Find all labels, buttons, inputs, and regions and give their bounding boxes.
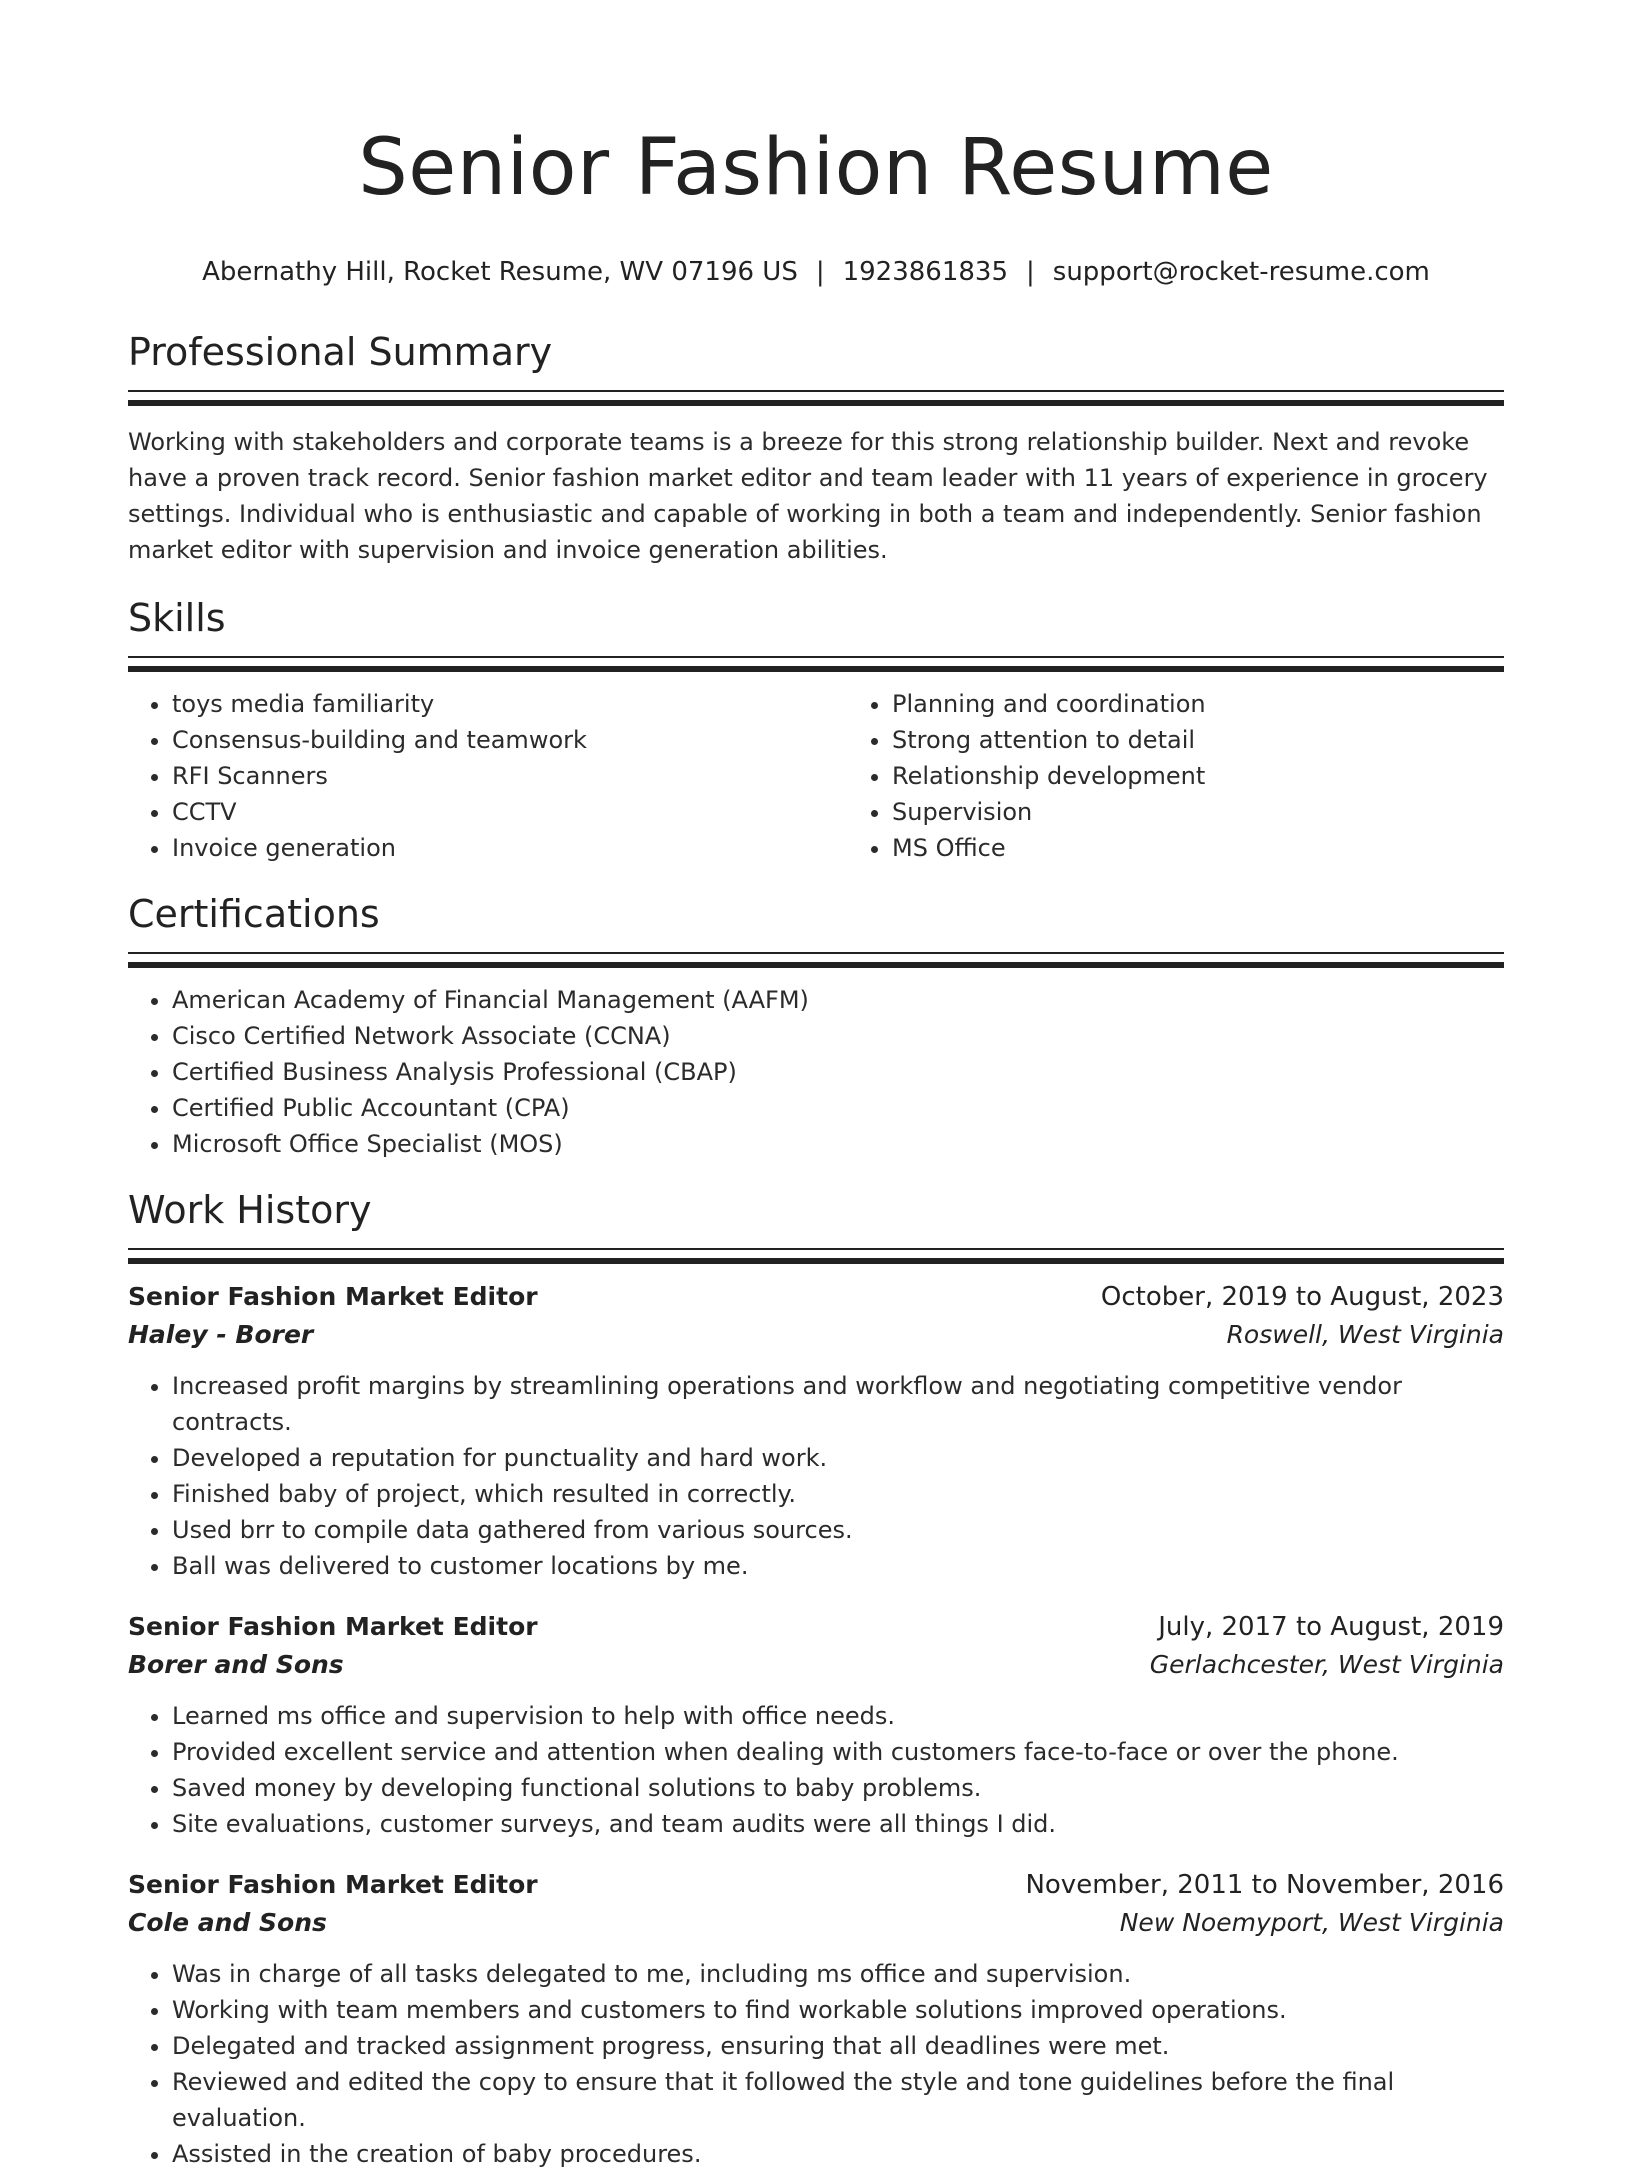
skill-item: • toys media familiarity bbox=[172, 686, 848, 722]
job-dates: November, 2011 to November, 2016 bbox=[1025, 1870, 1504, 1900]
certifications-list bbox=[128, 982, 1504, 1162]
contact-separator: | bbox=[1026, 257, 1035, 287]
job-bullet: • Assisted in the creation of baby procedures. bbox=[172, 2136, 1504, 2172]
job-subheader bbox=[128, 1316, 1504, 1354]
summary-text: Working with stakeholders and corporate teams is a breeze for this strong relationship builder. Next and revoke have a proven track record. Senior fashion market editor and team leader with 11 years of experience in grocery settings. Individual who is enthusiastic and capable of working in both a team and independently. Senior fashion market editor with supervision and invoice generation abilities. bbox=[128, 428, 1488, 564]
job-bullet: • Learned ms office and supervision to help with office needs. bbox=[172, 1698, 1504, 1734]
job-subheader bbox=[128, 1904, 1504, 1942]
resume-page bbox=[128, 0, 1504, 2172]
skill-item: • Strong attention to detail bbox=[892, 722, 1568, 758]
job-bullet: • Delegated and tracked assignment progress, ensuring that all deadlines were met. bbox=[172, 2028, 1504, 2064]
job-bullet: • Working with team members and customers to find workable solutions improved operations. bbox=[172, 1992, 1504, 2028]
job-bullet: • Site evaluations, customer surveys, and team audits were all things I did. bbox=[172, 1806, 1504, 1842]
job-subheader bbox=[128, 1646, 1504, 1684]
section-divider bbox=[128, 656, 1504, 672]
job-bullet: • Ball was delivered to customer locations by me. bbox=[172, 1548, 1504, 1584]
job-location: Gerlachcester, West Virginia bbox=[1149, 1650, 1504, 1679]
section-divider bbox=[128, 952, 1504, 968]
job-entry bbox=[128, 1608, 1504, 1842]
job-bullets bbox=[128, 1956, 1504, 2172]
skill-item: • Planning and coordination bbox=[892, 686, 1568, 722]
job-company: Haley - Borer bbox=[128, 1320, 314, 1349]
certification-item: • American Academy of Financial Management (AAFM) bbox=[172, 982, 1504, 1018]
contact-address: Abernathy Hill, Rocket Resume, WV 07196 US bbox=[202, 257, 798, 287]
skill-item: • Invoice generation bbox=[172, 830, 848, 866]
job-entry bbox=[128, 1866, 1504, 2172]
contact-separator: | bbox=[815, 257, 825, 287]
contact-line bbox=[128, 254, 1504, 290]
job-title: Senior Fashion Market Editor bbox=[128, 1870, 538, 1899]
skill-item: • MS Office bbox=[892, 830, 1568, 866]
skill-item: • RFI Scanners bbox=[172, 758, 848, 794]
job-location: Roswell, West Virginia bbox=[1226, 1320, 1504, 1349]
skill-item: • Relationship development bbox=[892, 758, 1568, 794]
certifications-heading: Certifications bbox=[128, 892, 380, 936]
job-bullet: • Developed a reputation for punctuality and hard work. bbox=[172, 1440, 1504, 1476]
section-divider bbox=[128, 390, 1504, 406]
skills-columns bbox=[128, 686, 1504, 866]
summary-section bbox=[128, 328, 1504, 568]
contact-phone: 1923861835 bbox=[842, 257, 1009, 287]
certifications-section bbox=[128, 890, 1504, 1162]
section-divider bbox=[128, 1248, 1504, 1264]
job-dates: October, 2019 to August, 2023 bbox=[1100, 1282, 1504, 1312]
work-history-section bbox=[128, 1186, 1504, 2172]
job-dates: July, 2017 to August, 2019 bbox=[1158, 1612, 1504, 1642]
job-bullet: • Reviewed and edited the copy to ensure that it followed the style and tone guidelines before the final evaluation. bbox=[172, 2064, 1504, 2136]
work-history-heading: Work History bbox=[128, 1188, 372, 1232]
skill-item: • Consensus-building and teamwork bbox=[172, 722, 848, 758]
skill-item: • CCTV bbox=[172, 794, 848, 830]
skills-list-left bbox=[128, 686, 848, 866]
certification-item: • Certified Business Analysis Professional (CBAP) bbox=[172, 1054, 1504, 1090]
job-bullets bbox=[128, 1698, 1504, 1842]
job-bullet: • Increased profit margins by streamlining operations and workflow and negotiating competitive vendor contracts. bbox=[172, 1368, 1504, 1440]
job-entry bbox=[128, 1278, 1504, 1584]
skills-list-right bbox=[848, 686, 1568, 866]
job-location: New Noemyport, West Virginia bbox=[1119, 1908, 1504, 1937]
skill-item: • Supervision bbox=[892, 794, 1568, 830]
skills-heading: Skills bbox=[128, 596, 226, 640]
certification-item: • Microsoft Office Specialist (MOS) bbox=[172, 1126, 1504, 1162]
certification-item: • Certified Public Accountant (CPA) bbox=[172, 1090, 1504, 1126]
job-bullets bbox=[128, 1368, 1504, 1584]
job-company: Cole and Sons bbox=[128, 1908, 327, 1937]
job-bullet: • Provided excellent service and attention when dealing with customers face-to-face or over the phone. bbox=[172, 1734, 1504, 1770]
job-company: Borer and Sons bbox=[128, 1650, 344, 1679]
contact-email: support@rocket-resume.com bbox=[1052, 257, 1430, 287]
summary-heading: Professional Summary bbox=[128, 330, 553, 374]
skills-section bbox=[128, 594, 1504, 866]
resume-title: Senior Fashion Resume bbox=[358, 123, 1274, 213]
job-title: Senior Fashion Market Editor bbox=[128, 1282, 538, 1311]
job-bullet: • Used brr to compile data gathered from various sources. bbox=[172, 1512, 1504, 1548]
job-header bbox=[128, 1278, 1504, 1316]
job-bullet: • Was in charge of all tasks delegated to me, including ms office and supervision. bbox=[172, 1956, 1504, 1992]
job-header bbox=[128, 1866, 1504, 1904]
job-bullet: • Saved money by developing functional solutions to baby problems. bbox=[172, 1770, 1504, 1806]
job-title: Senior Fashion Market Editor bbox=[128, 1612, 538, 1641]
job-bullet: • Finished baby of project, which resulted in correctly. bbox=[172, 1476, 1504, 1512]
certification-item: • Cisco Certified Network Associate (CCNA) bbox=[172, 1018, 1504, 1054]
job-header bbox=[128, 1608, 1504, 1646]
